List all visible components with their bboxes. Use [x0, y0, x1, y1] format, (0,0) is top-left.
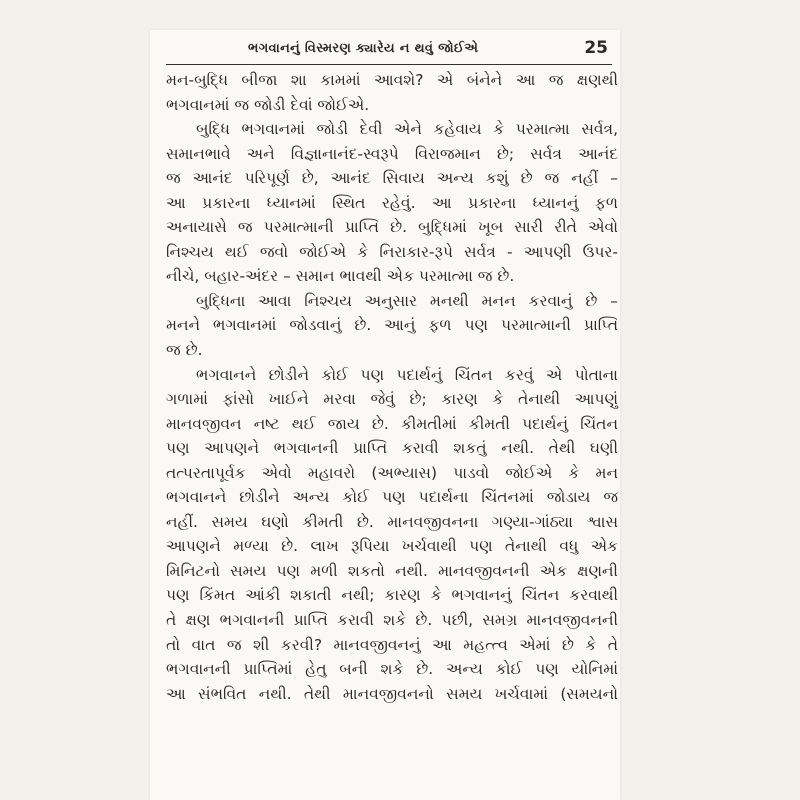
text-line: તે ક્ષણ ભગવાનની પ્રાપ્તિ કરાવી શકે છે. પછી, સમગ્ર માનવજીવનની	[166, 611, 618, 630]
text-line: મનને ભગવાનમાં જોડવાનું છે. આનું ફળ પણ પરમાત્માની પ્રાપ્તિ	[166, 316, 618, 335]
text-line: તત્પરતાપૂર્વક એવો મહાવરો (અભ્યાસ) પાડવો જોઈએ કે મન	[166, 463, 618, 482]
text-line: ભગવાનને છોડીને અન્ય કોઈ પણ પદાર્થના ચિંતનમાં જોડાય જ	[166, 488, 618, 507]
text-line: નહીં. સમય ઘણો કીમતી છે. માનવજીવનના ગણ્યા-ગાંઠ્યા શ્વાસ	[166, 512, 618, 531]
text-line: મન-બુદ્ધિ બીજા શા કામમાં આવશે? એ બંનેને આ જ ક્ષણથી	[166, 71, 618, 89]
text-line: ભગવાનની પ્રાપ્તિમાં હેતુ બની શકે છે. અન્ય કોઈ પણ યોનિમાં	[166, 660, 618, 679]
text-line: નિશ્ચય થઈ જવો જોઈએ કે નિરાકાર-રૂપે સર્વત્ર - આપણી ઉપર-	[166, 242, 618, 261]
text-line: ભગવાનને છોડીને કોઈ પણ પદાર્થનું ચિંતન કરવું એ પોતાના	[196, 365, 618, 384]
text-line: ભગવાનમાં જ જોડી દેવાં જોઈએ.	[166, 95, 370, 114]
text-line: પણ આપણને ભગવાનની પ્રાપ્તિ કરાવી શકતું નથી. તેથી ઘણી	[166, 439, 618, 458]
text-line: આપણને મળ્યા છે. લાખ રૂપિયા ખર્ચવાથી પણ તેનાથી વધુ એક	[166, 537, 618, 556]
text-line: તો વાત જ શી કરવી? માનવજીવનનું આ મહત્ત્વ એમાં છે કે તે	[166, 635, 618, 654]
page-number: 25	[584, 38, 608, 58]
text-line: આ પ્રકારના ધ્યાનમાં સ્થિત રહેવું. આ પ્રકારના ધ્યાનનું ફળ	[166, 193, 618, 212]
text-line: જ છે.	[166, 341, 203, 360]
page-header	[166, 36, 612, 65]
text-line: મિનિટનો સમય પણ મળી શકતો નથી. માનવજીવનની એક ક્ષણની	[166, 561, 618, 580]
text-line: નીચે, બહાર-અંદર – સમાન ભાવથી એક પરમાત્મા જ છે.	[166, 267, 515, 286]
running-title: ભગવાનનું વિસ્મરણ ક્યારેય ન થવું જોઈએ	[248, 41, 479, 56]
text-line: બુદ્ધિના આવા નિશ્ચય અનુસાર મનથી મનન કરવાનું છે –	[196, 291, 618, 310]
text-line: ગળામાં ફાંસો ખાઈને મરવા જેવું છે; કારણ કે તેનાથી આપણું	[166, 390, 618, 409]
text-line: જ આનંદ પરિપૂર્ણ છે, આનંદ સિવાય અન્ય કશું છે જ નહીં –	[166, 169, 618, 188]
body-text	[166, 68, 618, 706]
text-line: સમાનભાવે અને વિજ્ઞાનાનંદ-સ્વરૂપે વિરાજમાન છે; સર્વત્ર આનંદ	[166, 144, 618, 163]
book-page	[150, 30, 620, 800]
text-line: પણ કિંમત આંકી શકાતી નથી; કારણ કે ભગવાનનું ચિંતન કરવાથી	[166, 586, 618, 605]
text-line: આ સંભવિત નથી. તેથી માનવજીવનનો સમય ખર્ચવામાં (સમયનો	[166, 684, 618, 703]
text-line: બુદ્ધિ ભગવાનમાં જોડી દેવી એને કહેવાય કે પરમાત્મા સર્વત્ર,	[196, 120, 618, 139]
text-line: માનવજીવન નષ્ટ થઈ જાય છે. કીમતીમાં કીમતી પદાર્થનું ચિંતન	[166, 414, 618, 433]
text-line: અનાયાસે જ પરમાત્માની પ્રાપ્તિ છે. બુદ્ધિમાં ખૂબ સારી રીતે એવો	[166, 218, 618, 237]
